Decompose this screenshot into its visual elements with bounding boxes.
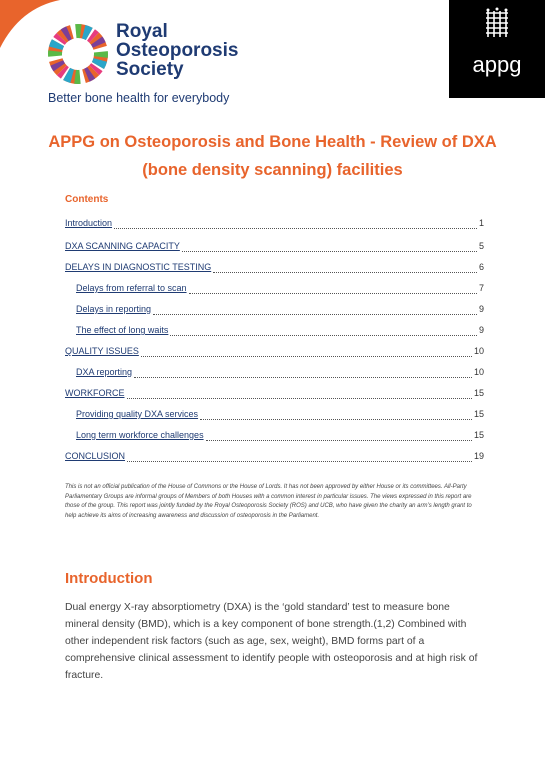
page-title: APPG on Osteoporosis and Bone Health - Review of DXA (bone density scanning) facilities (48, 133, 497, 179)
appg-label: appg (472, 52, 522, 77)
intro-paragraph: Dual energy X-ray absorptiometry (DXA) is the ‘gold standard’ test to measure bone mineral density (BMD), which is a key component of bone strength.(1,2) Combined with other independent risk factors (such as age, sex, weight), BMD forms part of a comprehensive clinical assessment to identify people with osteoporosis and at high risk of fracture. (65, 602, 478, 681)
toc-page: 15 (473, 409, 484, 419)
toc-item-providing-quality-dxa[interactable] (76, 409, 484, 423)
toc-label[interactable]: Long term workforce challenges (76, 430, 204, 440)
org-name: Royal Osteoporosis Society (116, 21, 239, 80)
contents-heading: Contents (65, 194, 109, 205)
toc-item-dxa-scanning-capacity[interactable] (65, 241, 484, 255)
toc-label[interactable]: Delays in reporting (76, 304, 152, 314)
toc-item-effect-of-long-waits[interactable] (76, 325, 484, 339)
toc-leader (134, 367, 472, 378)
ros-ring-icon (46, 22, 110, 86)
toc-label[interactable]: CONCLUSION (65, 451, 126, 461)
toc-page: 15 (473, 388, 484, 398)
toc-item-delays-in-reporting[interactable] (76, 304, 484, 318)
toc-page: 9 (478, 304, 484, 314)
toc-item-long-term-workforce[interactable] (76, 430, 484, 444)
toc-label[interactable]: The effect of long waits (76, 325, 169, 335)
toc-page: 9 (478, 325, 484, 335)
toc-item-delays-in-diagnostic-testing[interactable] (65, 262, 484, 276)
disclaimer-text: This is not an official publication of the House of Commons or the House of Lords. It has not been approved by either House or its committees. All-Party Parliamentary Groups are informal groups of Members of both Houses with a common interest in particular issues. The views expressed in this report are those of the group. This report was jointly funded by the Royal Osteoporosis Society (ROS) and UCB, who have given the charity an arm’s length grant to help achieve its aims of increasing awareness and discussion of osteoporosis in the Parliament. (65, 484, 472, 519)
org-tagline: Better bone health for everybody (48, 91, 230, 105)
toc-leader (200, 409, 472, 420)
toc-page: 5 (478, 241, 484, 251)
toc-item-introduction[interactable] (65, 218, 484, 232)
toc-label[interactable]: DELAYS IN DIAGNOSTIC TESTING (65, 262, 212, 272)
toc-leader (189, 283, 477, 294)
ros-logo (46, 22, 266, 112)
toc-leader (127, 451, 472, 462)
toc-label[interactable]: QUALITY ISSUES (65, 346, 139, 356)
toc-leader (114, 218, 477, 229)
toc-item-conclusion[interactable] (65, 451, 484, 465)
toc-item-workforce[interactable] (65, 388, 484, 402)
toc-page: 1 (478, 218, 484, 228)
toc-item-quality-issues[interactable] (65, 346, 484, 360)
toc-label[interactable]: Introduction (65, 218, 113, 228)
intro-heading: Introduction (65, 570, 153, 587)
toc-leader (182, 241, 477, 252)
toc-label[interactable]: DXA SCANNING CAPACITY (65, 241, 180, 251)
toc-leader (127, 388, 472, 399)
toc-leader (213, 262, 477, 273)
toc-page: 15 (473, 430, 484, 440)
toc-page: 10 (473, 367, 484, 377)
toc-item-dxa-reporting[interactable] (76, 367, 484, 381)
portcullis-icon (483, 7, 511, 39)
toc-leader (206, 430, 472, 441)
toc-page: 7 (478, 283, 484, 293)
toc-label[interactable]: DXA reporting (76, 367, 133, 377)
toc-leader (141, 346, 472, 357)
appg-logo (449, 0, 545, 98)
toc-leader (170, 325, 477, 336)
toc-label[interactable]: Providing quality DXA services (76, 409, 199, 419)
toc-leader (153, 304, 477, 315)
toc-label[interactable]: Delays from referral to scan (76, 283, 187, 293)
toc-page: 6 (478, 262, 484, 272)
toc-page: 19 (473, 451, 484, 461)
toc-page: 10 (473, 346, 484, 356)
toc-item-delays-from-referral[interactable] (76, 283, 484, 297)
toc-label[interactable]: WORKFORCE (65, 388, 125, 398)
